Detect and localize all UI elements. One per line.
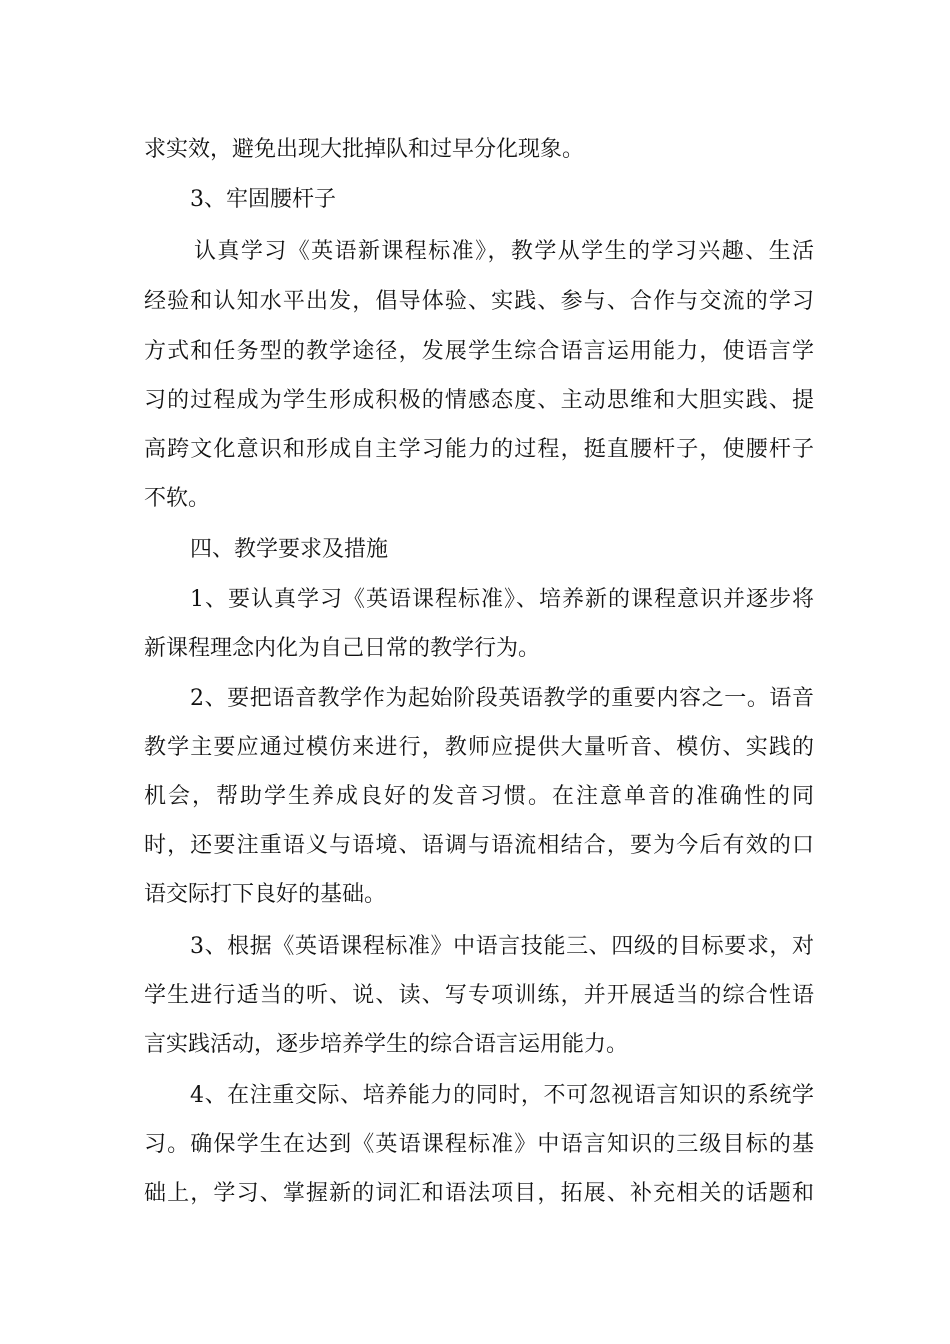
text-line: 2、要把语音教学作为起始阶段英语教学的重要内容之一。语音 — [190, 686, 814, 711]
text-line: 认真学习《英语新课程标准》，教学从学生的学习兴趣、生活 — [194, 239, 814, 264]
text-line: 求实效，避免出现大批掉队和过早分化现象。 — [144, 137, 585, 162]
text-line: 学生进行适当的听、说、读、写专项训练，并开展适当的综合性语 — [144, 983, 814, 1008]
text-line: 语交际打下良好的基础。 — [144, 882, 387, 907]
text-line: 教学主要应通过模仿来进行，教师应提供大量听音、模仿、实践的 — [144, 735, 814, 760]
text-line: 新课程理念内化为自己日常的教学行为。 — [144, 636, 541, 661]
text-line: 言实践活动，逐步培养学生的综合语言运用能力。 — [144, 1032, 629, 1057]
text-line: 1、要认真学习《英语课程标准》、培养新的课程意识并逐步将 — [190, 587, 814, 612]
section-heading: 3、牢固腰杆子 — [190, 187, 336, 212]
text-line: 方式和任务型的教学途径，发展学生综合语言运用能力，使语言学 — [144, 339, 814, 364]
text-line: 习。确保学生在达到《英语课程标准》中语言知识的三级目标的基 — [144, 1132, 814, 1157]
text-line: 4、在注重交际、培养能力的同时，不可忽视语言知识的系统学 — [190, 1083, 814, 1108]
text-line: 高跨文化意识和形成自主学习能力的过程，挺直腰杆子，使腰杆子 — [144, 437, 814, 462]
text-line: 机会，帮助学生养成良好的发音习惯。在注意单音的准确性的同 — [144, 784, 814, 809]
text-line: 经验和认知水平出发，倡导体验、实践、参与、合作与交流的学习 — [144, 289, 814, 314]
text-line: 时，还要注重语义与语境、语调与语流相结合，要为今后有效的口 — [144, 833, 814, 858]
text-line: 础上，学习、掌握新的词汇和语法项目，拓展、补充相关的话题和 — [144, 1181, 814, 1206]
text-line: 不软。 — [144, 486, 211, 511]
section-heading: 四、教学要求及措施 — [190, 537, 389, 562]
text-line: 习的过程成为学生形成积极的情感态度、主动思维和大胆实践、提 — [144, 388, 814, 413]
text-line: 3、根据《英语课程标准》中语言技能三、四级的目标要求，对 — [190, 934, 814, 959]
